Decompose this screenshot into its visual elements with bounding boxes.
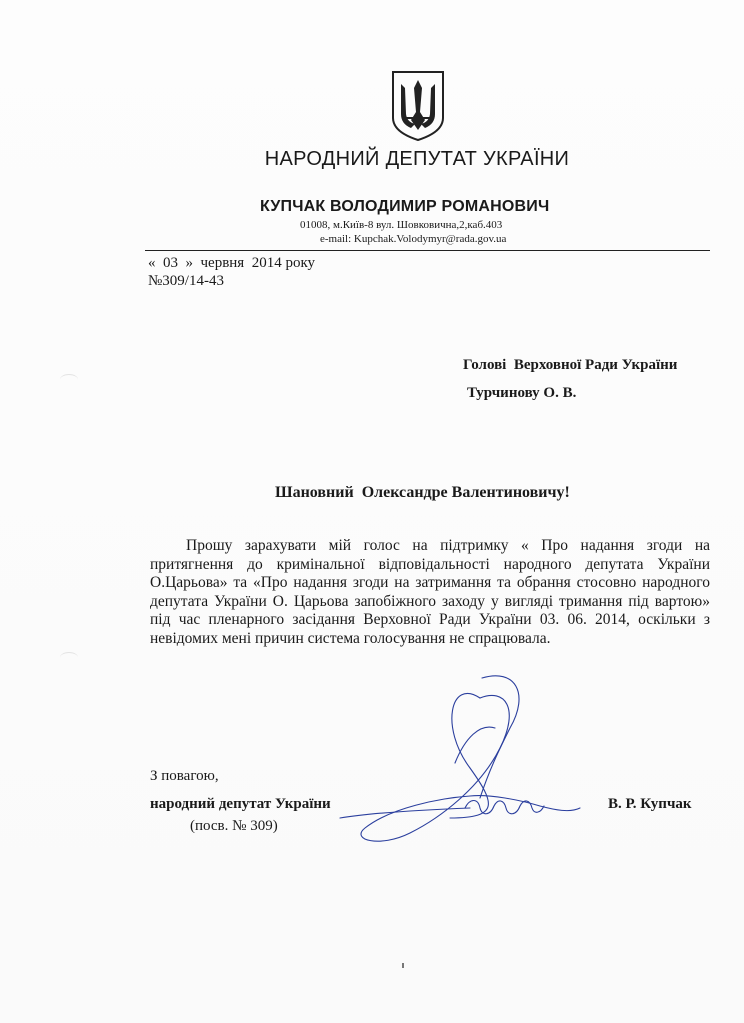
letter-body — [150, 537, 710, 648]
punch-hole-mark — [60, 374, 78, 385]
certificate-number: (посв. № 309) — [190, 818, 278, 834]
closing-regards: З повагою, — [150, 768, 219, 784]
header-divider — [145, 250, 710, 251]
signer-name: В. Р. Купчак — [608, 796, 692, 812]
trident-icon — [389, 68, 447, 142]
punch-hole-mark — [60, 652, 78, 663]
addressee-name: Турчинову О. В. — [467, 385, 577, 401]
paper-speck — [402, 963, 404, 968]
body-paragraph: Прошу зарахувати мій голос на підтримку « Про надання згоди на притягнення до кримінальної відповідальності народного депутата України О.Царьова» та «Про надання згоди на затримання та обрання стосовно народного депутата України О. Царьова запобіжного заходу у вигляді тримання під вартою» під час пленарного засідання Верховної Ради України 03. 06. 2014, оскільки з невідомих мені причин система голосування не спрацювала. — [150, 537, 710, 647]
salutation: Шановний Олександре Валентиновичу! — [275, 484, 570, 501]
letter-date: « 03 » червня 2014 року — [148, 255, 316, 271]
letterhead-heading: НАРОДНИЙ ДЕПУТАТ УКРАЇНИ — [264, 148, 570, 170]
letterhead-name: КУПЧАК ВОЛОДИМИР РОМАНОВИЧ — [260, 198, 550, 215]
letterhead-address: 01008, м.Київ-8 вул. Шовковична,2,каб.403 — [300, 219, 503, 231]
handwritten-signature — [330, 668, 590, 853]
letter-number: №309/14-43 — [148, 273, 224, 289]
addressee-position: Голові Верховної Ради України — [463, 357, 678, 373]
signer-title: народний депутат України — [150, 796, 331, 812]
letterhead-email: e-mail: Kupchak.Volodymyr@rada.gov.ua — [320, 233, 507, 245]
